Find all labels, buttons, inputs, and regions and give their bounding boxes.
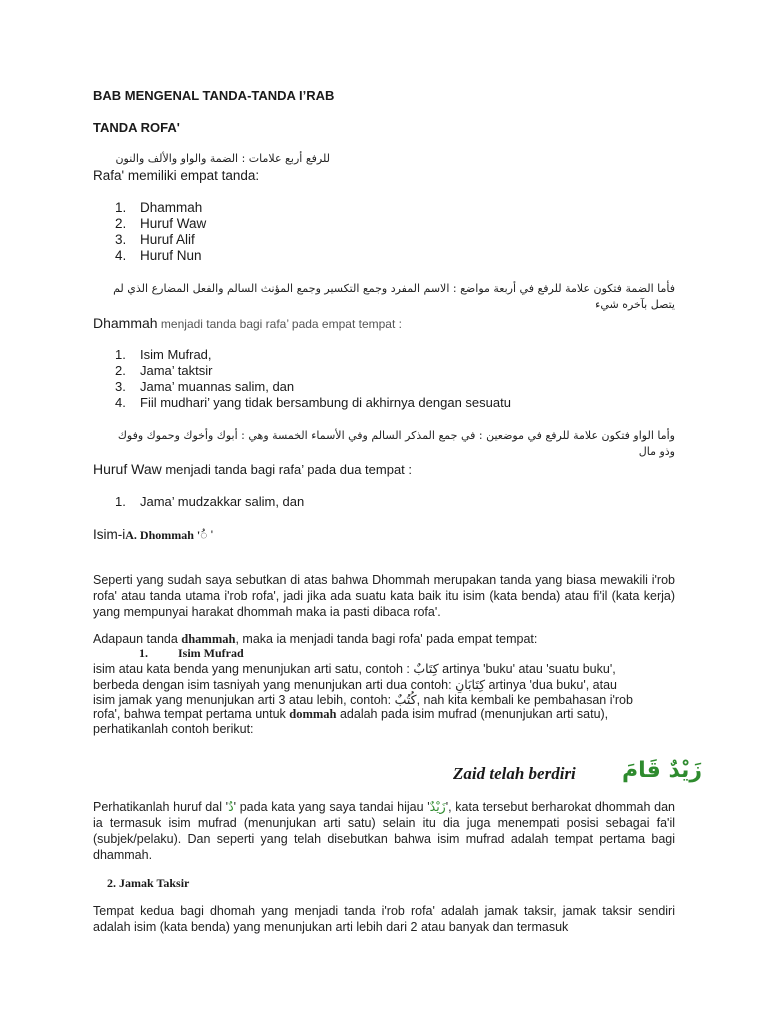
paragraph-example-analysis: Perhatikanlah huruf dal 'دٌ' pada kata yang saya tandai hijau 'زَيْدٌ', kata tersebut berharokat dhommah dan ia termasuk isim mufrad (menunjukan arti satu) selain itu dia juga menempati posisi sebagai fa'il (subjek/pelaku). Dan seperti yang telah disebutkan bahwa isim mufrad adalah tempat pertama bagi dhammah. (93, 800, 676, 862)
section-heading-rofa: TANDA ROFA' (93, 120, 180, 135)
paragraph-dhammah-places: Adapaun tanda dhammah, maka ia menjadi tanda bagi rofa' pada empat tempat: (93, 632, 538, 646)
list-item: 4. Fiil mudhari’ yang tidak bersambung di akhirnya dengan sesuatu (115, 395, 511, 410)
subheading-isim-mufrad: 1. Isim Mufrad (139, 646, 244, 660)
list-item: 2. Jama’ taktsir (115, 363, 213, 378)
document-title: BAB MENGENAL TANDA-TANDA I’RAB (93, 88, 335, 103)
arabic-waw-rule-line2: وذو مال (638, 445, 675, 458)
example-arabic-sentence: زَيْدٌ قَامَ (622, 758, 703, 783)
list-item: 3. Jama’ muannas salim, dan (115, 379, 295, 394)
rafa-intro-text: Rafa' memiliki empat tanda: (93, 168, 260, 183)
list-item: 1. Dhammah (115, 200, 203, 215)
arabic-rule-rafa-signs: للرفع أربع علامات : الضمة والواو والألف والنون (115, 152, 330, 165)
dhammah-places-intro: Dhammah menjadi tanda bagi rafa’ pada empat tempat : (93, 315, 402, 331)
arabic-waw-rule-line1: وأما الواو فتكون علامة للرفع في موضعين : في جمع المذكر السالم وفي الأسماء الخمسة وهي : أبوك وأخوك وحموك وفوك (117, 429, 675, 442)
list-item: 4. Huruf Nun (115, 248, 202, 263)
paragraph-jamak-taksir: Tempat kedua bagi dhomah yang menjadi tanda i'rob rofa' adalah jamak taksir, jamak taksir sendiri adalah isim (kata benda) yang menunjukan arti lebih dari 2 atau banyak dan termasuk (93, 904, 675, 934)
isim-mufrad-line-2: berbeda dengan isim tasniyah yang menunjukan arti dua contoh: كِتَابَانِ artinya 'dua buku', atau (93, 678, 618, 692)
isim-dhommah-heading: Isim-iA. Dhommah 'ُ◌ ' (93, 527, 214, 542)
rafa-signs-list (115, 200, 206, 264)
list-item: 1. Isim Mufrad, (115, 347, 212, 362)
isim-mufrad-line-3: isim jamak yang menunjukan arti 3 atau lebih, contoh: كُتُبٌ, nah kita kembali ke pembahasan i'rob (93, 693, 633, 707)
isim-mufrad-line-1: isim atau kata benda yang menunjukan arti satu, contoh : كِتَابٌ artinya 'buku' atau 'suatu buku', (93, 662, 616, 676)
arabic-dhammah-rule-line1: فأما الضمة فتكون علامة للرفع في أربعة مواضع : الاسم المفرد وجمع التكسير وجمع المؤنث السالم والفعل المضارع الذي لم (113, 282, 675, 295)
list-item: 3. Huruf Alif (115, 232, 195, 247)
isim-mufrad-line-5: perhatikanlah contoh berikut: (93, 722, 254, 736)
list-item: 2. Huruf Waw (115, 216, 207, 231)
isim-mufrad-line-4: rofa', bahwa tempat pertama untuk dommah adalah pada isim mufrad (menunjukan arti satu), (93, 707, 609, 721)
waw-places-intro: Huruf Waw menjadi tanda bagi rafa’ pada dua tempat : (93, 461, 413, 477)
subheading-jamak-taksir: 2. Jamak Taksir (107, 876, 190, 890)
example-translation: Zaid telah berdiri (453, 764, 576, 783)
dhammah-places-list (115, 347, 511, 411)
waw-places-list (115, 494, 304, 510)
list-item: 1. Jama’ mudzakkar salim, dan (115, 494, 305, 509)
arabic-dhammah-rule-line2: يتصل بآخره شيء (595, 298, 675, 311)
paragraph-dhommah-explanation: Seperti yang sudah saya sebutkan di atas bahwa Dhommah merupakan tanda yang biasa mewakili i'rob rofa' atau tanda utama i'rob rofa', jadi jika ada suatu kata baik itu isim (kata benda) atau fi'il (kata kerja) yang mempunyai harakat dhommah maka ia pasti dibaca rofa'. (93, 573, 675, 619)
